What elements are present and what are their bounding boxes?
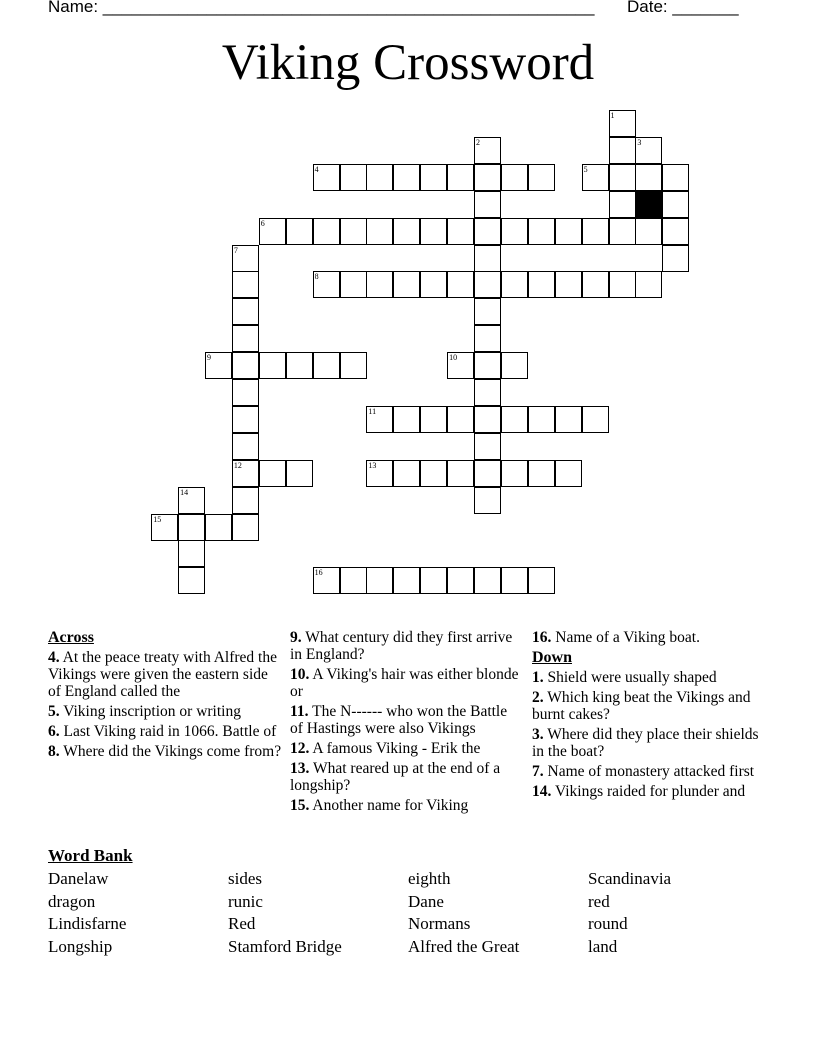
clue-num: 8.: [48, 743, 60, 760]
grid-cell[interactable]: [366, 406, 393, 433]
clue-text: A Viking's hair was either blonde or: [290, 666, 519, 700]
clue-number: 3: [637, 137, 642, 147]
clue-text: Viking inscription or writing: [63, 703, 241, 720]
clue-text: A famous Viking - Erik the: [312, 740, 481, 757]
date-field-label: Date: _______: [627, 0, 739, 16]
grid-cell[interactable]: [178, 487, 205, 514]
clue-number: 10: [449, 353, 458, 363]
clue-num: 10.: [290, 666, 310, 683]
grid-cell[interactable]: [205, 514, 232, 541]
grid-cell[interactable]: [313, 352, 340, 379]
grid-cell[interactable]: [474, 567, 501, 594]
clue-num: 12.: [290, 740, 310, 757]
grid-cell[interactable]: [447, 406, 474, 433]
clue-num: 2.: [532, 689, 544, 706]
grid-cell[interactable]: [555, 271, 582, 298]
clue-text: Vikings raided for plunder and: [554, 783, 746, 800]
grid-cell[interactable]: [232, 352, 259, 379]
grid-cell[interactable]: [420, 164, 447, 191]
clue-item: [532, 763, 762, 780]
grid-cell[interactable]: [232, 433, 259, 460]
grid-cell[interactable]: [447, 271, 474, 298]
clue-num: 6.: [48, 723, 60, 740]
across-heading: Across: [48, 629, 94, 646]
down-heading: Down: [532, 649, 573, 666]
grid-cell[interactable]: [420, 271, 447, 298]
grid-cell[interactable]: [340, 218, 367, 245]
grid-cell[interactable]: [366, 218, 393, 245]
clue-item: [532, 689, 762, 723]
grid-cell[interactable]: [501, 164, 528, 191]
grid-cell[interactable]: [447, 164, 474, 191]
grid-cell[interactable]: [340, 567, 367, 594]
grid-cell[interactable]: [501, 352, 528, 379]
grid-cell[interactable]: [609, 164, 636, 191]
clue-number: 16: [314, 568, 323, 578]
word-bank-word: Dane: [408, 891, 444, 911]
clue-item: [290, 797, 522, 814]
grid-cell[interactable]: [582, 406, 609, 433]
word-bank-word: runic: [228, 891, 263, 911]
name-field-label: Name: ____________________________________________________: [48, 0, 595, 16]
clue-num: 4.: [48, 649, 60, 666]
grid-cell[interactable]: [474, 164, 501, 191]
grid-cell[interactable]: [232, 487, 259, 514]
grid-cell[interactable]: [205, 352, 232, 379]
grid-cell[interactable]: [259, 218, 286, 245]
grid-cell[interactable]: [393, 460, 420, 487]
grid-cell[interactable]: [393, 164, 420, 191]
grid-cell[interactable]: [528, 164, 555, 191]
clue-text: Name of monastery attacked first: [547, 763, 755, 780]
grid-cell[interactable]: [393, 271, 420, 298]
grid-cell[interactable]: [232, 406, 259, 433]
clue-number: 13: [368, 460, 377, 470]
word-bank-word: Longship: [48, 936, 113, 956]
clue-number: 1: [610, 111, 615, 120]
word-bank-title: Word Bank: [48, 846, 133, 865]
grid-cell[interactable]: [501, 218, 528, 245]
grid-cell[interactable]: [313, 567, 340, 594]
word-bank-word: Alfred the Great: [408, 936, 520, 956]
grid-cell[interactable]: [528, 218, 555, 245]
grid-cell[interactable]: [609, 271, 636, 298]
grid-cell[interactable]: [232, 514, 259, 541]
grid-cell[interactable]: [474, 460, 501, 487]
grid-cell[interactable]: [232, 298, 259, 325]
grid-cell[interactable]: [259, 460, 286, 487]
clue-num: 15.: [290, 797, 310, 814]
grid-cell[interactable]: [232, 245, 259, 272]
word-bank-word: sides: [228, 869, 262, 888]
grid-cell[interactable]: [609, 218, 636, 245]
clue-number: 8: [314, 272, 319, 282]
grid-cell[interactable]: [340, 271, 367, 298]
clue-text: Last Viking raid in 1066. Battle of: [63, 723, 277, 740]
clues-column-1: [48, 629, 284, 763]
grid-cell[interactable]: [609, 110, 636, 137]
grid-cell[interactable]: [528, 271, 555, 298]
word-bank-word: dragon: [48, 891, 96, 911]
grid-cell[interactable]: [232, 271, 259, 298]
grid-cell[interactable]: [474, 298, 501, 325]
word-bank-word: Scandinavia: [588, 869, 672, 888]
clue-item: [48, 649, 284, 700]
clue-number: 2: [476, 137, 480, 147]
grid-cell[interactable]: [178, 514, 205, 541]
grid-cell[interactable]: [555, 406, 582, 433]
clue-item: [290, 629, 522, 663]
grid-cell[interactable]: [582, 164, 609, 191]
clue-item: [290, 666, 522, 700]
grid-cell[interactable]: [635, 164, 662, 191]
grid-cell[interactable]: [528, 406, 555, 433]
grid-block-cell: [635, 191, 662, 218]
clue-text: What century did they first arrive in England?: [290, 629, 513, 663]
grid-cell[interactable]: [474, 191, 501, 218]
grid-cell[interactable]: [501, 567, 528, 594]
clue-item: [48, 723, 284, 740]
clue-text: What reared up at the end of a longship?: [290, 760, 501, 794]
grid-cell[interactable]: [232, 460, 259, 487]
clue-item: [48, 703, 284, 720]
grid-cell[interactable]: [393, 218, 420, 245]
clue-num: 1.: [532, 669, 544, 686]
grid-cell[interactable]: [259, 352, 286, 379]
word-bank-word: Stamford Bridge: [228, 936, 342, 956]
grid-cell[interactable]: [420, 567, 447, 594]
grid-cell[interactable]: [662, 218, 689, 245]
grid-cell[interactable]: [582, 218, 609, 245]
clue-number: 7: [233, 245, 238, 255]
clue-text: Shield were usually shaped: [547, 669, 717, 686]
clue-num: 11.: [290, 703, 309, 720]
grid-cell[interactable]: [474, 271, 501, 298]
grid-cell[interactable]: [528, 460, 555, 487]
grid-cell[interactable]: [420, 218, 447, 245]
clue-num: 14.: [532, 783, 552, 800]
clue-num: 3.: [532, 726, 544, 743]
grid-cell[interactable]: [474, 352, 501, 379]
clue-text: Which king beat the Vikings and burnt cakes?: [532, 689, 751, 723]
grid-cell[interactable]: [474, 137, 501, 164]
grid-cell[interactable]: [393, 406, 420, 433]
clue-item: [532, 726, 762, 760]
grid-cell[interactable]: [501, 406, 528, 433]
grid-cell[interactable]: [501, 271, 528, 298]
grid-cell[interactable]: [474, 433, 501, 460]
word-bank-word: Red: [228, 914, 256, 934]
grid-cell[interactable]: [501, 460, 528, 487]
grid-cell[interactable]: [555, 218, 582, 245]
grid-cell[interactable]: [232, 379, 259, 406]
word-bank-word: red: [588, 891, 610, 911]
grid-cell[interactable]: [474, 406, 501, 433]
word-bank-word: Lindisfarne: [48, 914, 127, 934]
clue-item: [290, 740, 522, 757]
clue-number: 6: [260, 218, 265, 228]
word-bank-word: Normans: [408, 914, 471, 934]
clue-text: Where did the Vikings come from?: [63, 743, 282, 760]
grid-cell[interactable]: [609, 191, 636, 218]
grid-cell[interactable]: [420, 460, 447, 487]
grid-cell[interactable]: [555, 460, 582, 487]
clues-column-2: [290, 629, 522, 817]
grid-cell[interactable]: [313, 218, 340, 245]
grid-cell[interactable]: [366, 567, 393, 594]
grid-cell[interactable]: [474, 379, 501, 406]
grid-cell[interactable]: [582, 271, 609, 298]
grid-cell[interactable]: [313, 271, 340, 298]
grid-cell[interactable]: [420, 406, 447, 433]
grid-cell[interactable]: [662, 191, 689, 218]
clues-column-3: [532, 629, 762, 803]
word-bank-word: Danelaw: [48, 869, 109, 888]
grid-cell[interactable]: [232, 325, 259, 352]
clue-item: [532, 629, 762, 646]
grid-cell[interactable]: [662, 245, 689, 272]
grid-cell[interactable]: [447, 218, 474, 245]
grid-cell[interactable]: [340, 164, 367, 191]
clue-item: [532, 783, 762, 800]
word-bank-word: eighth: [408, 869, 451, 888]
clue-number: 14: [180, 487, 189, 497]
clue-text: Where did they place their shields in the boat?: [532, 726, 759, 760]
grid-cell[interactable]: [313, 164, 340, 191]
clue-text: Another name for Viking: [312, 797, 469, 814]
word-bank-word: round: [588, 914, 628, 934]
page-title: Viking Crossword: [221, 35, 595, 91]
grid-cell[interactable]: [151, 514, 178, 541]
clue-number: 12: [233, 460, 242, 470]
grid-cell[interactable]: [286, 352, 313, 379]
grid-cell[interactable]: [447, 567, 474, 594]
clue-number: 15: [153, 514, 162, 524]
clue-num: 13.: [290, 760, 310, 777]
grid-cell[interactable]: [635, 271, 662, 298]
grid-cell[interactable]: [474, 325, 501, 352]
grid-cell[interactable]: [366, 460, 393, 487]
grid-cell[interactable]: [474, 245, 501, 272]
grid-cell[interactable]: [609, 137, 636, 164]
clue-text: The N------ who won the Battle of Hastings were also Vikings: [290, 703, 508, 737]
clue-number: 11: [368, 406, 377, 416]
clue-item: [290, 760, 522, 794]
grid-cell[interactable]: [366, 164, 393, 191]
clue-num: 9.: [290, 629, 302, 646]
grid-cell[interactable]: [635, 218, 662, 245]
clue-number: 9: [207, 353, 211, 363]
clue-number: 4: [314, 164, 319, 174]
grid-cell[interactable]: [662, 164, 689, 191]
clue-num: 5.: [48, 703, 60, 720]
grid-cell[interactable]: [474, 487, 501, 514]
grid-cell[interactable]: [366, 271, 393, 298]
clue-text: Name of a Viking boat.: [555, 629, 700, 646]
clue-item: [532, 669, 762, 686]
clue-number: 5: [583, 164, 588, 174]
clue-item: [290, 703, 522, 737]
grid-cell[interactable]: [178, 540, 205, 567]
grid-cell[interactable]: [286, 218, 313, 245]
grid-cell[interactable]: [528, 567, 555, 594]
clue-num: 7.: [532, 763, 544, 780]
clue-text: At the peace treaty with Alfred the Vikings were given the eastern side of England called the: [48, 649, 277, 700]
grid-cell[interactable]: [474, 218, 501, 245]
grid-cell[interactable]: [447, 352, 474, 379]
grid-cell[interactable]: [286, 460, 313, 487]
grid-cell[interactable]: [635, 137, 662, 164]
grid-cell[interactable]: [178, 567, 205, 594]
grid-cell[interactable]: [340, 352, 367, 379]
clue-num: 16.: [532, 629, 552, 646]
word-bank-word: land: [588, 936, 618, 956]
clue-item: [48, 743, 284, 760]
grid-cell[interactable]: [393, 567, 420, 594]
grid-cell[interactable]: [447, 460, 474, 487]
